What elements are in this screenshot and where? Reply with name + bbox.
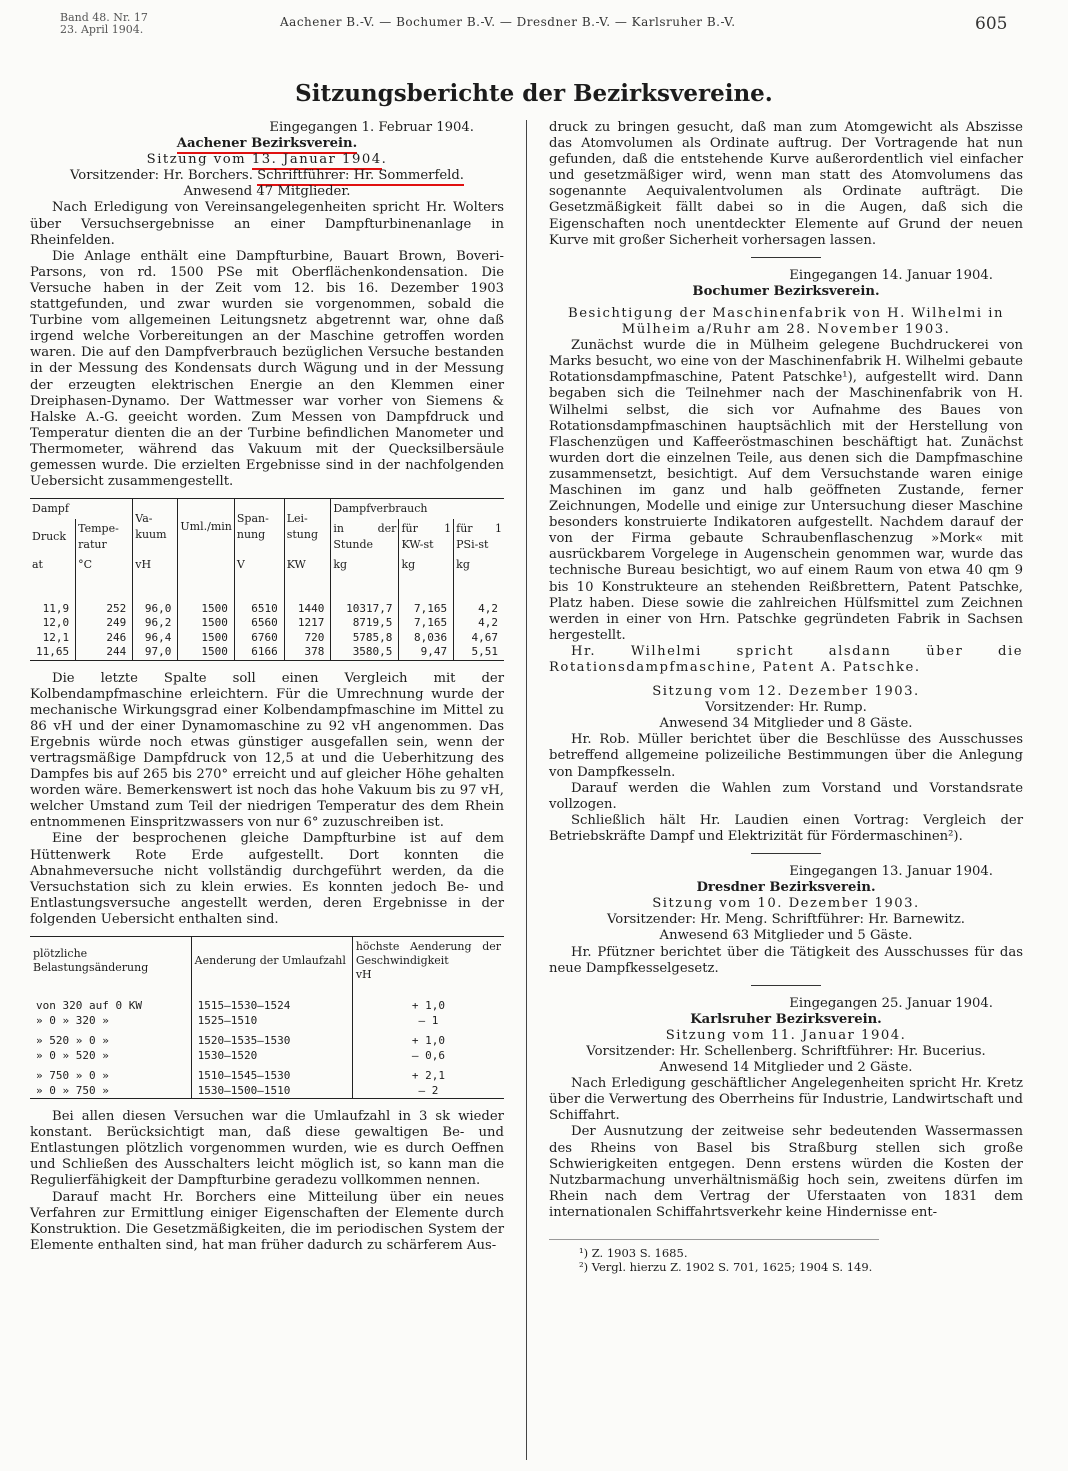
session-suffix: . xyxy=(381,152,388,168)
footnotes xyxy=(549,1239,879,1274)
table-cell: — 0,6 xyxy=(352,1049,504,1064)
attendance: Anwesend 63 Mitglieder und 5 Gäste. xyxy=(659,928,913,944)
page-number: 605 xyxy=(975,14,1008,34)
section-separator xyxy=(751,853,821,854)
table-cell: — 1 xyxy=(352,1014,504,1029)
paragraph: Nach Erledigung von Vereinsangelegenheiten spricht Hr. Wolters über Versuchsergebnisse an einer Dampfturbinenanlage in Rheinfelden. xyxy=(30,200,504,248)
table-unit: V xyxy=(234,555,284,575)
header-text: höchste Aenderung der Geschwindigkeit xyxy=(355,940,501,968)
table-unit: °C xyxy=(76,555,133,575)
header-unit: vH xyxy=(355,968,372,982)
table-row xyxy=(30,1014,504,1029)
table-header: Uml./min xyxy=(178,499,234,556)
attendance: Anwesend 47 Mitglieder. xyxy=(183,184,351,200)
column-divider xyxy=(526,120,527,1460)
officers-line xyxy=(30,168,504,184)
table-cell: 1525—1510 xyxy=(191,1014,352,1029)
table-cell: 6760 xyxy=(234,631,284,646)
table-row xyxy=(30,1049,504,1064)
table-cell: 4,2 xyxy=(454,616,504,631)
table-row xyxy=(30,999,504,1014)
table-cell: 5785,8 xyxy=(331,631,399,646)
table-cell: 1530—1500—1510 xyxy=(191,1084,352,1099)
results-table xyxy=(30,498,504,660)
paragraph: Eine der besprochenen gleiche Dampfturbine ist auf dem Hüttenwerk Rote Erde aufgestellt. Dort konnten die Abnahmeversuche nicht vollständig durchgeführt werden, da die Versuchstation sich zu klein erwies. Es konnten jedoch Be- und Entlastungsversuche angestellt werden, deren Ergebnisse in der folgenden Uebersicht enthalten sind. xyxy=(30,831,504,927)
paragraph: Die letzte Spalte soll einen Vergleich mit der Kolbendampfmaschine erleichtern. Für die Umrechnung wurde der mechanische Wirkungsgrad einer Kolbendampfmaschine im Mittel zu 86 vH und der einer Dynamomaschine zu 92 vH angenommen. Das Ergebnis würde noch etwas günstiger ausgefallen sein, wenn der vertragsmäßige Dampfdruck von 12,5 at und die Ueberhitzung des Dampfes bis auf 265 bis 270° erreicht und auf gleicher Höhe gehalten worden wäre. Bemerkenswert ist noch das hohe Vakuum bis zu 97 vH, welcher Umstand zum Teil der niedrigen Temperatur des dem Rhein entnommenen Einspritzwassers von nur 6° zuzuschreiben ist. xyxy=(30,670,504,831)
session-date: 13. Januar 1904 xyxy=(252,152,382,170)
table-header: Tempe-ratur xyxy=(76,519,133,555)
table-cell: 9,47 xyxy=(399,645,454,660)
paragraph: Die Anlage enthält eine Dampfturbine, Bauart Brown, Boveri-Parsons, von rd. 1500 PSe mit Oberflächenkondensation. Die Versuche haben in der Zeit vom 12. bis 16. Dezember 1903 stattgefunden, und zwar wurden sie vorgenommen, sobald die Turbine vom allgemeinen Leitungsnetz abgetrennt war, ohne daß irgend welche Vorbereitungen an der Maschine getroffen worden waren. Die auf den Dampfverbrauch bezüglichen Versuche bestanden in der Messung des Kondensats durch Wägung und in der Messung der erzeugten elektrischen Energie an den Klemmen einer Dreiphasen-Dynamo. Der Wattmesser war vorher von Siemens & Halske A.-G. geeicht worden. Zum Messen von Dampfdruck und Temperatur dienten die an der Turbine befindlichen Manometer und Thermometer, während das Vakuum mit der Quecksilbersäule gemessen wurde. Die erzielten Ergebnisse sind in der nachfolgenden Uebersicht zusammengestellt. xyxy=(30,248,504,490)
table-row xyxy=(30,631,504,646)
table-unit: vH xyxy=(133,555,178,575)
paragraph: Hr. Pfützner berichtet über die Tätigkeit des Ausschusses für das neue Dampfkesselgesetz. xyxy=(549,944,1023,976)
table-cell: 252 xyxy=(76,602,133,617)
aachen-name: Aachener Bezirksverein. xyxy=(177,136,357,154)
table-cell: 1217 xyxy=(284,616,331,631)
paragraph: Hr. Wilhelmi spricht alsdann über die Rotationsdampfmaschine, Patent A. Patschke. xyxy=(549,643,1023,675)
table-cell: 378 xyxy=(284,645,331,660)
paragraph: Der Ausnutzung der zeitweise sehr bedeutenden Wassermassen des Rheins von Basel bis Straßburg stellen sich große Schwierigkeiten entgegen. Denn erstens würden die Kosten der Nutzbarmachung unverhältnismäßig hoch sein, zweitens dürfen im Rhein nach dem Vertrag der Uferstaaten von 1831 dem internationalen Schiffahrtsverkehr keine Hindernisse ent- xyxy=(549,1124,1023,1220)
running-header: Aachener B.-V. — Bochumer B.-V. — Dresdner B.-V. — Karlsruher B.-V. xyxy=(280,15,736,29)
table-cell: 1500 xyxy=(178,616,234,631)
table-cell: + 2,1 xyxy=(352,1069,504,1084)
table-cell: 249 xyxy=(76,616,133,631)
table-cell: 1520—1535—1530 xyxy=(191,1034,352,1049)
table-row xyxy=(30,645,504,660)
table-row xyxy=(30,1034,504,1049)
table-unit: kg xyxy=(399,555,454,575)
table-cell: 4,2 xyxy=(454,602,504,617)
section-heading-bochum: Bochumer Bezirksverein. xyxy=(692,283,880,299)
table-header: Dampfverbrauch xyxy=(331,499,504,520)
table-cell: 5,51 xyxy=(454,645,504,660)
volume-number: Band 48. Nr. 17 xyxy=(60,11,148,24)
table-cell: + 1,0 xyxy=(352,1034,504,1049)
table-cell: 96,4 xyxy=(133,631,178,646)
attendance: Anwesend 34 Mitglieder und 8 Gäste. xyxy=(659,716,913,732)
section-heading-dresden: Dresdner Bezirksverein. xyxy=(696,880,876,896)
table-cell: von 320 auf 0 KW xyxy=(36,999,142,1013)
table-cell: 10317,7 xyxy=(331,602,399,617)
paragraph: druck zu bringen gesucht, daß man zum Atomgewicht als Abszisse das Atomvolumen als Ordinate auftrug. Der Vortragende hat nun gefunden, daß die entstehende Kurve außerordentlich viel einfacher und gesetzmäßiger wird, wenn man statt des Atomvolumens das sogenannte Aequivalentvolumen als Ordinate aufträgt. Die Gesetzmäßigkeit fällt dabei so in die Augen, daß sich die Eigenschaften noch unentdeckter Elemente auf Grund der neuen Kurve mit großer Sicherheit vorhersagen lassen. xyxy=(549,120,1023,248)
table-cell: 1515—1530—1524 xyxy=(191,999,352,1014)
received-date: Eingegangen 14. Januar 1904. xyxy=(789,267,993,283)
session-prefix: Sitzung vom xyxy=(146,152,252,168)
table-cell: 97,0 xyxy=(133,645,178,660)
issue-date: 23. April 1904. xyxy=(60,23,144,36)
table-cell: 8,036 xyxy=(399,631,454,646)
received-date: Eingegangen 13. Januar 1904. xyxy=(789,864,993,880)
officers-line: Vorsitzender: Hr. Meng. Schriftführer: Hr. Barnewitz. xyxy=(606,912,965,928)
received-date: Eingegangen 25. Januar 1904. xyxy=(789,995,993,1011)
table-cell: 1500 xyxy=(178,631,234,646)
load-change-table xyxy=(30,936,504,1099)
table-row xyxy=(30,1069,504,1084)
secretary-text: Schriftführer: Hr. Sommerfeld. xyxy=(257,168,464,186)
table-cell: » 750 » 0 » xyxy=(36,1069,109,1083)
table-cell: 6166 xyxy=(234,645,284,660)
paragraph: Nach Erledigung geschäftlicher Angelegenheiten spricht Hr. Kretz über die Verwertung des Oberrheins für Industrie, Landwirtschaft und Schiffahrt. xyxy=(549,1076,1023,1124)
attendance: Anwesend 14 Mitglieder und 2 Gäste. xyxy=(659,1060,913,1076)
table-header: für 1 PSi-st xyxy=(454,519,504,555)
table-row xyxy=(30,602,504,617)
table-header: für 1 KW-st xyxy=(399,519,454,555)
table-cell: 1440 xyxy=(284,602,331,617)
paragraph: Bei allen diesen Versuchen war die Umlaufzahl in 3 sk wieder konstant. Berücksichtigt man, daß diese gewaltigen Be- und Entlastungen plötzlich vorgenommen wurden, wie es durch Oeffnen und Schließen des Ausschalters leicht möglich ist, so kann man die Regulierfähigkeit der Dampfturbine geradezu vollkommen nennen. xyxy=(30,1109,504,1189)
right-column xyxy=(549,120,1023,1274)
table-cell: » 0 » 320 » xyxy=(36,1013,109,1027)
footnote: ¹) Z. 1903 S. 1685. xyxy=(579,1246,688,1260)
table-cell: 1510—1545—1530 xyxy=(191,1069,352,1084)
header-volume xyxy=(60,12,148,36)
table-cell: — 2 xyxy=(352,1084,504,1099)
paragraph: Darauf macht Hr. Borchers eine Mitteilung über ein neues Verfahren zur Ermittlung einiger Eigenschaften der Elemente durch Konstruktion. Die Gesetzmäßigkeiten, die im periodischen System der Elemente enthalten sind, hat man früher dadurch zu schärferem Aus- xyxy=(30,1189,504,1253)
paragraph: Zunächst wurde die in Mülheim gelegene Buchdruckerei von Marks besucht, wo eine von der Maschinenfabrik H. Wilhelmi gebaute Rotationsdampfmaschine, Patent Patschke¹), aufgestellt wird. Dann begaben sich die Teilnehmer nach der Maschinenfabrik von H. Wilhelmi selbst, die sich vor Aufnahme des Baues von Rotationsdampfmaschinen hauptsächlich mit der Herstellung von Flaschenzügen und Kaffeeröstmaschinen beschäftigt hat. Zunächst wurden dort die einzelnen Teile, aus denen sich die Dampfmaschine zusammensetzt, besichtigt. Auf dem Versuchstande waren einige Maschinen im ganz und halb geöffneten Zustande, ferner Zeichnungen, Modelle und einige zur Untersuchung dieser Maschine besonders konstruierte Indikatoren aufgestellt. Nachdem darauf der von der Firma gebaute Schraubenflaschenzug »Mork« mit ausrückbarem Vorgelege in Augenschein genommen war, wurde das technische Bureau besichtigt, wo auf einem Raum von etwa 40 qm 9 bis 10 Konstrukteure an stehenden Reißbrettern, Patent Patschke, Platz haben. Diese sowie die zahlreichen Hülfsmittel zum Zeichnen werden in einer von Hrn. Patschke gegründeten Fabrik in Sachsen hergestellt. xyxy=(549,338,1023,643)
table-cell: 6510 xyxy=(234,602,284,617)
visit-heading: Besichtigung der Maschinenfabrik von H. Wilhelmi in Mülheim a/Ruhr am 28. November 1903. xyxy=(568,305,1004,338)
table-row xyxy=(30,616,504,631)
table-cell: 96,2 xyxy=(133,616,178,631)
table-header: Va-kuum xyxy=(133,499,178,556)
table-cell: 8719,5 xyxy=(331,616,399,631)
paragraph: Schließlich hält Hr. Laudien einen Vortrag: Vergleich der Betriebskräfte Dampf und Elektrizität für Fördermaschinen²). xyxy=(549,812,1023,844)
session-line: Sitzung vom 12. Dezember 1903. xyxy=(652,684,920,700)
session-line: Sitzung vom 10. Dezember 1903. xyxy=(652,896,920,912)
table-cell: 12,1 xyxy=(42,630,70,644)
table-cell: 1500 xyxy=(178,645,234,660)
section-heading-karlsruhe: Karlsruher Bezirksverein. xyxy=(690,1011,882,1027)
section-separator xyxy=(751,985,821,986)
table-header: in der Stunde xyxy=(331,519,399,555)
table-cell: 12,0 xyxy=(42,616,70,630)
table-cell: 6560 xyxy=(234,616,284,631)
table-header xyxy=(352,937,504,986)
section-separator xyxy=(751,257,821,258)
table-cell: » 0 » 750 » xyxy=(36,1083,109,1097)
table-header: Lei-stung xyxy=(284,499,331,556)
table-row xyxy=(30,1084,504,1099)
table-cell: » 0 » 520 » xyxy=(36,1048,109,1062)
page-title: Sitzungsberichte der Bezirksvereine. xyxy=(295,80,773,107)
table-unit xyxy=(178,555,234,575)
session-line: Sitzung vom 11. Januar 1904. xyxy=(665,1027,907,1043)
table-header: plötzliche Belastungsänderung xyxy=(33,947,149,975)
officers-line: Vorsitzender: Hr. Rump. xyxy=(705,700,867,716)
table-header: Dampf xyxy=(32,502,69,516)
table-cell: 246 xyxy=(76,631,133,646)
left-column xyxy=(30,120,504,1254)
table-unit: at xyxy=(32,558,43,572)
officers-line: Vorsitzender: Hr. Schellenberg. Schriftführer: Hr. Bucerius. xyxy=(586,1043,986,1059)
table-cell: 11,65 xyxy=(36,645,70,659)
table-cell: 244 xyxy=(76,645,133,660)
table-cell: 4,67 xyxy=(454,631,504,646)
table-cell: 720 xyxy=(284,631,331,646)
received-date: Eingegangen 1. Februar 1904. xyxy=(269,120,474,135)
table-unit: KW xyxy=(284,555,331,575)
table-cell: + 1,0 xyxy=(352,999,504,1014)
footnote: ²) Vergl. hierzu Z. 1902 S. 701, 1625; 1904 S. 149. xyxy=(579,1260,873,1274)
paragraph: Hr. Rob. Müller berichtet über die Beschlüsse des Ausschusses betreffend allgemeine polizeiliche Bestimmungen über die Anlegung von Dampfkesseln. xyxy=(549,732,1023,780)
table-cell: » 520 » 0 » xyxy=(36,1034,109,1048)
table-header: Druck xyxy=(32,530,66,544)
table-cell: 7,165 xyxy=(399,616,454,631)
session-line xyxy=(30,152,504,168)
table-cell: 7,165 xyxy=(399,602,454,617)
table-unit: kg xyxy=(331,555,399,575)
table-cell: 3580,5 xyxy=(331,645,399,660)
table-cell: 11,9 xyxy=(42,601,70,615)
table-cell: 1500 xyxy=(178,602,234,617)
table-unit: kg xyxy=(454,555,504,575)
paragraph: Darauf werden die Wahlen zum Vorstand und Vorstandsrate vollzogen. xyxy=(549,780,1023,812)
table-header: Aenderung der Umlaufzahl xyxy=(191,937,352,986)
table-cell: 96,0 xyxy=(133,602,178,617)
chair-text: Vorsitzender: Hr. Borchers. xyxy=(70,168,258,184)
section-heading-aachen xyxy=(30,136,504,152)
table-header: Span-nung xyxy=(234,499,284,556)
table-cell: 1530—1520 xyxy=(191,1049,352,1064)
